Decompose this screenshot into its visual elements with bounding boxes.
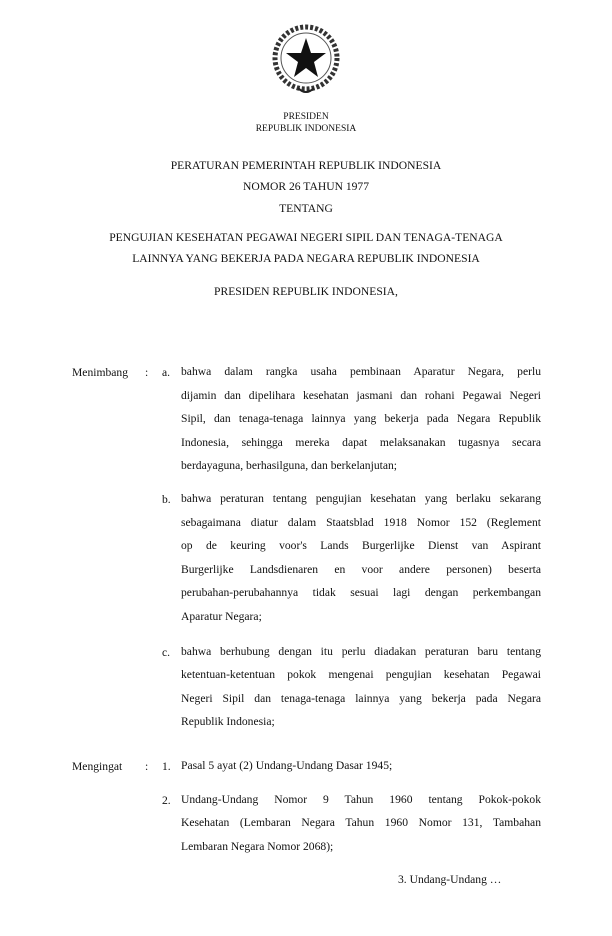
text-line: Indonesia, sehingga mereka dapat melaksanakan tugasnya secara bbox=[181, 435, 541, 449]
menimbang-item-number: b. bbox=[162, 493, 171, 506]
text-line: op de keuring voor's Lands Burgerlijke Dienst van Aspirant bbox=[181, 539, 541, 553]
title-tentang: TENTANG bbox=[279, 202, 333, 215]
text-line: Undang-Undang Nomor 9 Tahun 1960 tentang Pokok-pokok bbox=[181, 792, 541, 806]
text-line: berdayaguna, berhasilguna, dan berkelanjutan; bbox=[181, 459, 398, 473]
menimbang-colon: : bbox=[145, 366, 149, 379]
header-caption-presiden: PRESIDEN bbox=[283, 112, 329, 122]
text-line: Pasal 5 ayat (2) Undang-Undang Dasar 1945; bbox=[181, 759, 393, 772]
header-caption-republik: REPUBLIK INDONESIA bbox=[255, 124, 357, 134]
continuation-note: 3. Undang-Undang … bbox=[398, 873, 502, 886]
text-line: ketentuan-ketentuan pokok mengenai pengujian kesehatan Pegawai bbox=[181, 668, 541, 682]
text-line: bahwa peraturan tentang pengujian kesehatan yang berlaku sekarang bbox=[181, 492, 541, 505]
text-line: perubahan-perubahannya tidak sesuai lagi dengan perkembangan bbox=[181, 586, 541, 600]
title-line: PERATURAN PEMERINTAH REPUBLIK INDONESIA bbox=[170, 159, 442, 172]
menimbang-item-text bbox=[181, 360, 541, 478]
mengingat-item-number: 2. bbox=[162, 793, 171, 807]
mengingat-item-text bbox=[181, 788, 541, 859]
title-subject: PENGUJIAN KESEHATAN PEGAWAI NEGERI SIPIL DAN TENAGA-TENAGA bbox=[109, 231, 503, 244]
mengingat-item-number: 1. bbox=[162, 760, 171, 773]
text-line: bahwa berhubung dengan itu perlu diadakan peraturan baru tentang bbox=[181, 644, 541, 658]
menimbang-item-text bbox=[181, 487, 541, 629]
text-line: Sipil, dan tenaga-tenaga lainnya yang bekerja pada Negara Republik bbox=[181, 412, 541, 426]
text-line: dijamin dan dipelihara kesehatan jasmani dan rohani Pegawai Negeri bbox=[181, 388, 541, 402]
text-line: sebagaimana diatur dalam Staatsblad 1918 Nomor 152 (Reglement bbox=[181, 515, 541, 529]
mengingat-colon: : bbox=[145, 760, 149, 773]
text-line: Aparatur Negara; bbox=[181, 609, 262, 623]
text-line: Lembaran Negara Nomor 2068); bbox=[181, 839, 334, 853]
mengingat-label: Mengingat bbox=[72, 760, 123, 773]
mengingat-item-text bbox=[181, 754, 541, 778]
menimbang-item-number: c. bbox=[162, 645, 171, 659]
text-line: Kesehatan (Lembaran Negara Tahun 1960 Nomor 131, Tambahan bbox=[181, 816, 541, 830]
menimbang-item-text bbox=[181, 640, 541, 734]
president-heading: PRESIDEN REPUBLIK INDONESIA, bbox=[214, 285, 398, 298]
title-number: NOMOR 26 TAHUN 1977 bbox=[242, 180, 370, 193]
text-line: Republik Indonesia; bbox=[181, 715, 275, 729]
text-line: Burgerlijke Landsdienaren en voor andere personen) beserta bbox=[181, 562, 541, 576]
presidential-emblem-icon bbox=[268, 22, 344, 98]
menimbang-label: Menimbang bbox=[72, 366, 129, 379]
text-line: Negeri Sipil dan tenaga-tenaga lainnya yang bekerja pada Negara bbox=[181, 691, 541, 705]
title-subject-cont: LAINNYA YANG BEKERJA PADA NEGARA REPUBLIK INDONESIA bbox=[132, 252, 480, 265]
text-line: bahwa dalam rangka usaha pembinaan Aparatur Negara, perlu bbox=[181, 365, 541, 378]
menimbang-item-number: a. bbox=[162, 366, 171, 379]
